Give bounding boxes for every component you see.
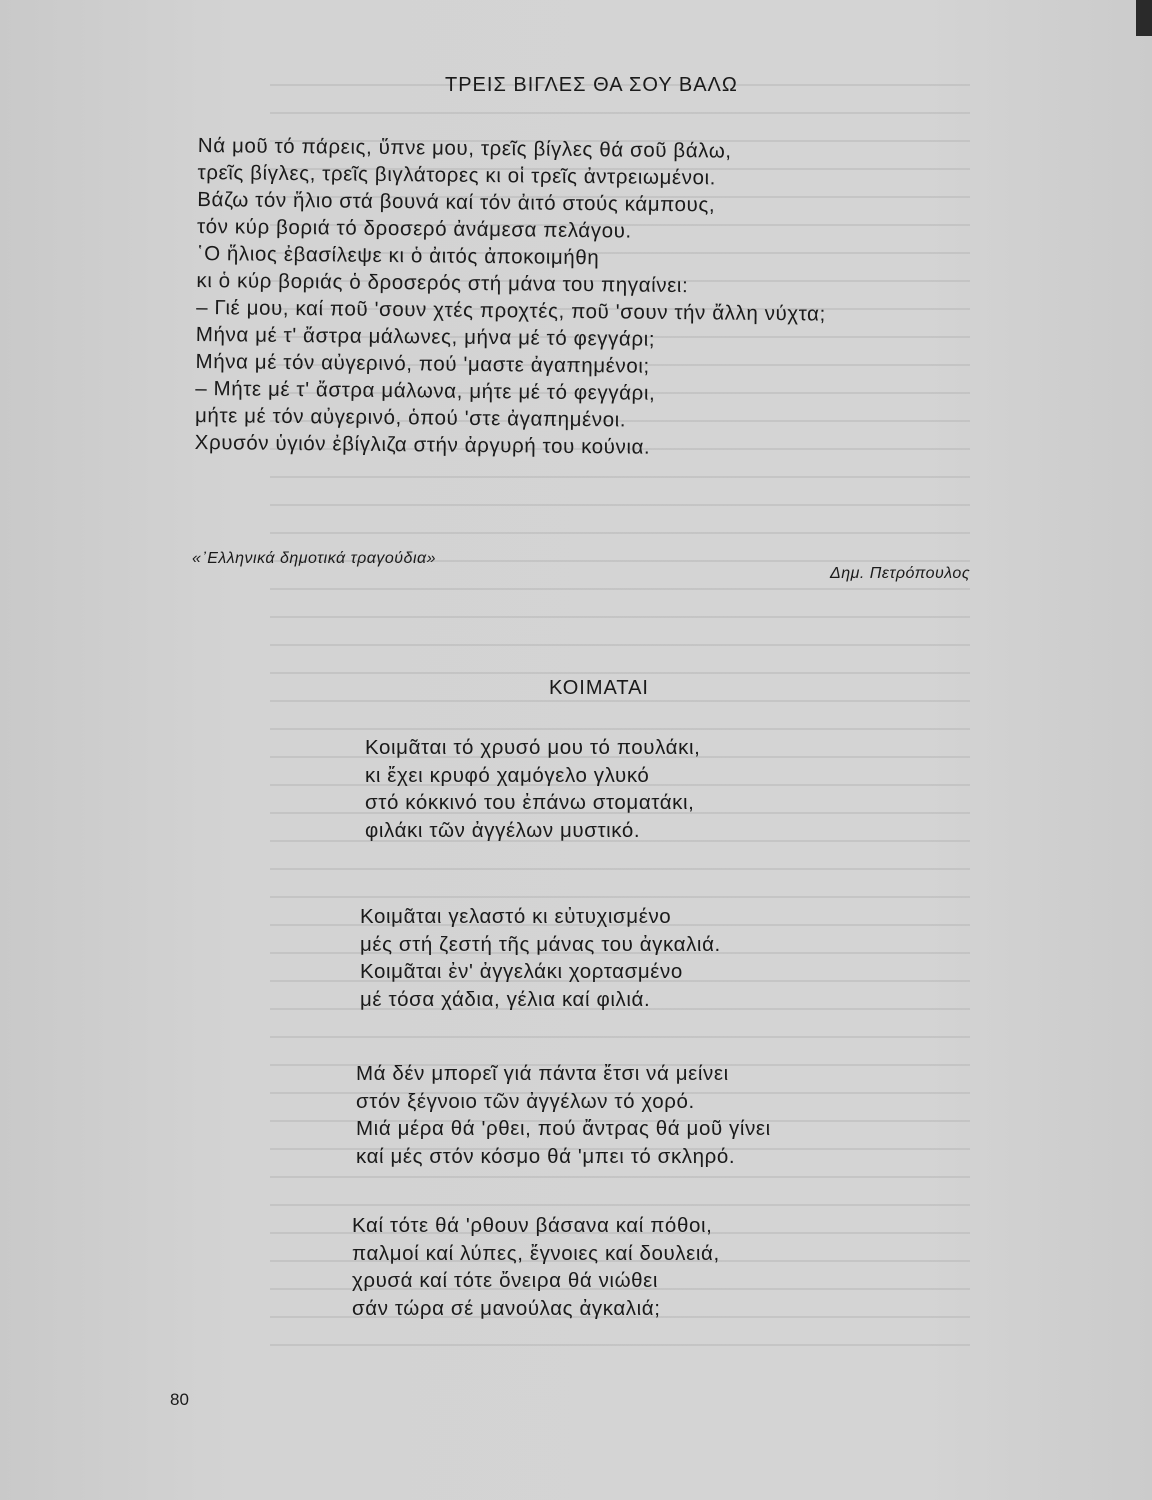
poem1-author: Δημ. Πετρόπουλος (830, 565, 971, 582)
poem1-line: τόν κύρ βοριά τό δροσερό ἀνάμεσα πελάγου. (196, 214, 632, 243)
poem2-line: Μά δέν μπορεῖ γιά πάντα ἔτσι νά μείνει (356, 1062, 729, 1085)
poem1-source: «᾿Ελληνικά δημοτικά τραγούδια» (192, 550, 437, 567)
poem2-stanza (356, 1060, 771, 1170)
poem1-line: Μήνα μέ τόν αὐγερινό, πού 'μαστε ἀγαπημένοι; (195, 349, 650, 378)
poem1-line: κι ὁ κύρ βοριάς ὁ δροσερός στή μάνα του πηγαίνει: (196, 268, 689, 298)
poem1-line: Βάζω τόν ἥλιο στά βουνά καί τόν ἀιτό στούς κάμπους, (197, 187, 716, 217)
poem2-line: σάν τώρα σέ μανούλας ἀγκαλιά; (352, 1296, 661, 1320)
poem2-line: καί μές στόν κόσμο θά 'μπει τό σκληρό. (356, 1144, 736, 1168)
poem2-line: μές στή ζεστή τῆς μάνας του ἀγκαλιά. (360, 932, 721, 956)
poem2-line: Καί τότε θά 'ρθουν βάσανα καί πόθοι, (352, 1214, 713, 1237)
poem1-line: ῾Ο ἥλιος ἐβασίλεψε κι ὁ ἀιτός ἀποκοιμήθη (196, 241, 600, 270)
poem1-line: τρεῖς βίγλες, τρεῖς βιγλάτορες κι οἱ τρεῖς ἀντρειωμένοι. (197, 160, 717, 190)
poem1-line: Νά μοῦ τό πάρεις, ὕπνε μου, τρεῖς βίγλες θά σοῦ βάλω, (197, 133, 732, 163)
poem2-line: φιλάκι τῶν ἀγγέλων μυστικό. (365, 818, 641, 842)
poem2-stanza (352, 1212, 720, 1322)
page-corner-shadow (1136, 0, 1152, 36)
poem2-line: στόν ξέγνοιο τῶν ἀγγέλων τό χορό. (356, 1089, 695, 1113)
poem1-body (195, 132, 828, 463)
page-number: 80 (170, 1390, 189, 1409)
poem1-line: – Μήτε μέ τ' ἄστρα μάλωνα, μήτε μέ τό φεγγάρι, (195, 376, 656, 405)
poem2-line: μέ τόσα χάδια, γέλια καί φιλιά. (360, 987, 651, 1011)
poem2-line: Κοιμᾶται γελαστό κι εὐτυχισμένο (360, 905, 672, 928)
poem2-line: παλμοί καί λύπες, ἔγνοιες καί δουλειά, (352, 1241, 720, 1265)
poem1-line: μήτε μέ τόν αὐγερινό, ὁπού 'στε ἀγαπημένοι. (194, 403, 627, 432)
poem2-line: Μιά μέρα θά 'ρθει, πού ἄντρας θά μοῦ γίνει (356, 1117, 771, 1140)
poem1-line: Μήνα μέ τ' ἄστρα μάλωνες, μήνα μέ τό φεγγάρι; (195, 322, 656, 351)
poem1-line: Χρυσόν ὑγιόν ἐβίγλιζα στήν ἀργυρή του κούνια. (194, 430, 651, 459)
poem2-line: Κοιμᾶται τό χρυσό μου τό πουλάκι, (365, 736, 701, 759)
poem2-line: στό κόκκινό του ἐπάνω στοματάκι, (365, 791, 695, 814)
poem1-line: – Γιέ μου, καί ποῦ 'σουν χτές προχτές, ποῦ 'σουν τήν ἄλλη νύχτα; (196, 295, 826, 326)
poem2-line: κι ἔχει κρυφό χαμόγελο γλυκό (365, 763, 650, 787)
poem2-line: Κοιμᾶται ἐν' ἀγγελάκι χορτασμένο (360, 960, 683, 983)
poem2-line: χρυσά καί τότε ὄνειρα θά νιώθει (352, 1269, 659, 1292)
poem2-stanza (365, 734, 700, 844)
poem1-title: ΤΡΕΙΣ ΒΙΓΛΕΣ ΘΑ ΣΟΥ ΒΑΛΩ (445, 74, 738, 96)
poem2-stanza (360, 903, 721, 1013)
poem2-title: ΚΟΙΜΑΤΑΙ (549, 677, 649, 699)
